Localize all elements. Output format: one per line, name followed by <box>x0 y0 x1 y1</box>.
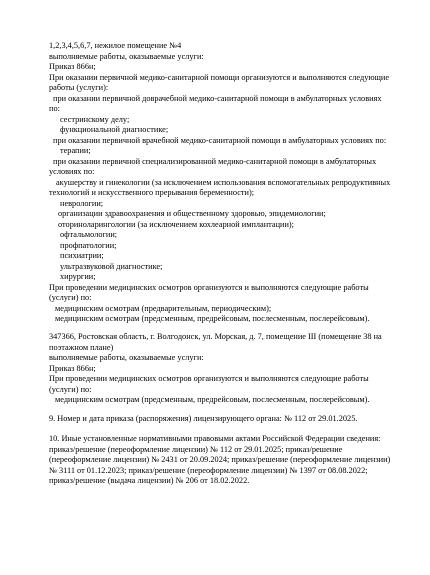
text-line: медицинским осмотрам (предварительным, периодическим); <box>55 303 272 313</box>
other-info-line: (переоформление лицензии) № 2431 от 20.09.2024; приказ/решение (переоформление лицензии) <box>49 455 391 464</box>
text-line: 1,2,3,4,5,6,7, нежилое помещение №4 <box>49 41 182 50</box>
text-line: психиатрии; <box>60 251 104 260</box>
address-line: 347366, Ростовская область, г. Волгодонск, ул. Морская, д. 7, помещение III (помещение 38 на <box>49 332 382 341</box>
text-line: офтальмологии; <box>60 230 118 239</box>
text-line: неврологии; <box>60 198 104 208</box>
text-line: работы (услуги): <box>49 83 109 92</box>
text-line: профпатологии; <box>60 240 117 250</box>
text-line: сестринскому делу; <box>60 114 130 124</box>
address-line: поэтажном плане) <box>49 342 114 352</box>
text-line: медицинским осмотрам (предсменным, предрейсовым, послесменным, послерейсовым). <box>55 395 370 404</box>
text-line: (услуги) по: <box>49 293 92 302</box>
text-line: выполняемые работы, оказываемые услуги: <box>49 353 204 362</box>
other-info-line: № 3111 от 01.12.2023; приказ/решение (переоформление лицензии) № 1397 от 08.08.2022; <box>49 465 368 475</box>
text-line: медицинским осмотрам (предсменным, предрейсовым, послесменным, послерейсовым). <box>55 314 370 323</box>
text-line: организации здравоохранения и общественному здоровью, эпидемиологии; <box>58 209 326 218</box>
text-line: При проведении медицинских осмотров организуются и выполняются следующие работы <box>49 374 369 383</box>
text-line: акушерству и гинекологии (за исключением использования вспомогательных репродуктивных <box>56 177 391 187</box>
text-line: условиях по: <box>49 167 95 176</box>
text-line: при оказании первичной доврачебной медико-санитарной помощи в амбулаторных условиях <box>53 93 382 103</box>
text-line: (услуги) по: <box>49 384 92 394</box>
order-number-line: 9. Номер и дата приказа (распоряжения) лицензирующего органа: № 112 от 29.01.2025. <box>49 414 358 423</box>
text-line: выполняемые работы, оказываемые услуги: <box>49 51 204 61</box>
text-line: при оказании первичной врачебной медико-санитарной помощи в амбулаторных условиях по: <box>53 135 387 145</box>
other-info-line: приказ/решение (переоформление лицензии) № 112 от 29.01.2025; приказ/решение <box>49 444 343 454</box>
text-line: терапии; <box>60 146 91 155</box>
text-line: оториноларингологии (за исключением кохлеарной имплантации); <box>58 219 294 229</box>
text-line: функциональной диагностике; <box>60 125 169 134</box>
other-info-line: 10. Иные установленные нормативными правовыми актами Российской Федерации сведения: <box>49 434 381 443</box>
text-line: При проведении медицинских осмотров организуются и выполняются следующие работы <box>49 282 369 292</box>
text-line: при оказании первичной специализированной медико-санитарной помощи в амбулаторных <box>53 156 377 166</box>
text-line: ультразвуковой диагностике; <box>60 261 163 271</box>
other-info-line: приказ/решение (выдача лицензии) № 206 от 18.02.2022. <box>49 476 250 485</box>
text-line: При оказании первичной медико-санитарной помощи организуются и выполняются следующие <box>49 72 390 82</box>
text-line: технологий и искусственного прерывания беременности); <box>49 188 255 197</box>
text-line: Приказ 866н; <box>49 62 96 71</box>
text-line: Приказ 866н; <box>49 363 96 373</box>
text-line: хирургии; <box>60 272 96 281</box>
text-line: по: <box>49 104 60 113</box>
